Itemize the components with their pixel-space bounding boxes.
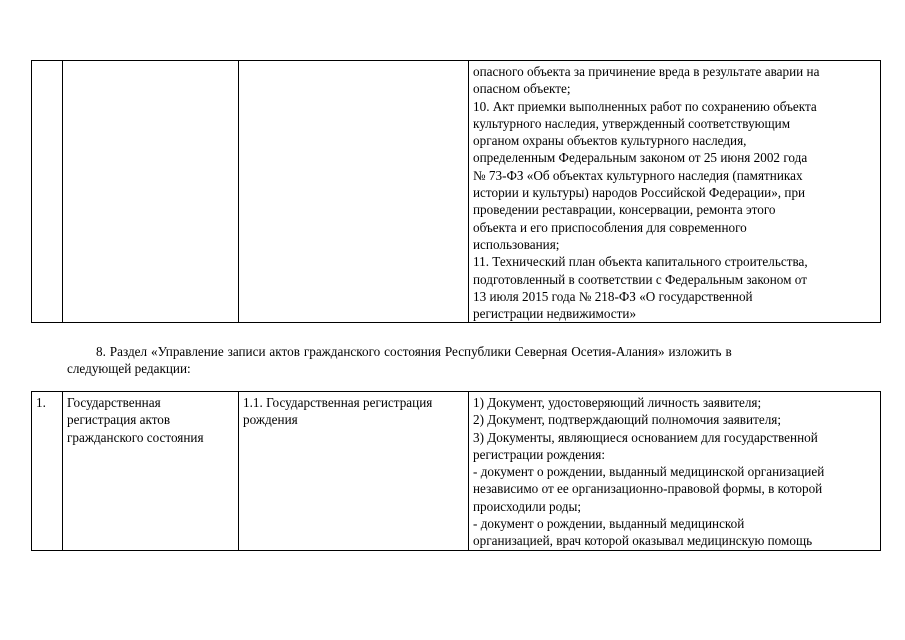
documents-text: опасного объекта за причинение вреда в результате аварии на опасном объекте; 10. Акт приемки выполненных работ по сохранению объекта культурного наследия, утвержденный соответствующим органом охраны объектов культурного наследия, определенным Федеральным законом от 25 июня 2002 года № 73-ФЗ «Об объектах культурного наследия (памятниках истории и культуры) народов Российской Федерации», при проведении реставрации, консервации, ремонта этого объекта и его приспособления для современного использования; 11. Технический план объекта капитального строительства, подготовленный в соответствии с Федеральным законом от 13 июля 2015 года № 218-ФЗ «О государственной регистрации недвижимости» (473, 64, 820, 322)
table-row (32, 61, 881, 323)
service-name-cell (63, 392, 239, 551)
number-cell (32, 392, 63, 551)
amendment-paragraph: 8. Раздел «Управление записи актов гражданского состояния Республики Северная Осетия-Алания» изложить в (96, 344, 732, 359)
documents-text: 1) Документ, удостоверяющий личность заявителя; 2) Документ, подтверждающий полномочия заявителя; 3) Документы, являющиеся основанием для государственной регистрации рождения: - документ о рождении, выданный медицинской организацией независимо от ее организационно-правовой формы, в которой происходили роды; - документ о рождении, выданный медицинской организацией, врач которой оказывал медицинскую помощь (473, 395, 825, 549)
subservice-text: 1.1. Государственная регистрация рождения (243, 395, 433, 428)
table-row (32, 392, 881, 551)
amendment-paragraph-continuation: следующей редакции: (67, 361, 191, 376)
service-name-cell (63, 61, 239, 323)
number-cell (32, 61, 63, 323)
documents-cell (469, 61, 881, 323)
service-name-text: Государственная регистрация актов гражданского состояния (67, 395, 204, 445)
subservice-cell (239, 392, 469, 551)
subservice-cell (239, 61, 469, 323)
continued-services-table (31, 60, 881, 323)
documents-cell (469, 392, 881, 551)
civil-registry-services-table (31, 391, 881, 551)
number-text: 1. (36, 395, 46, 410)
